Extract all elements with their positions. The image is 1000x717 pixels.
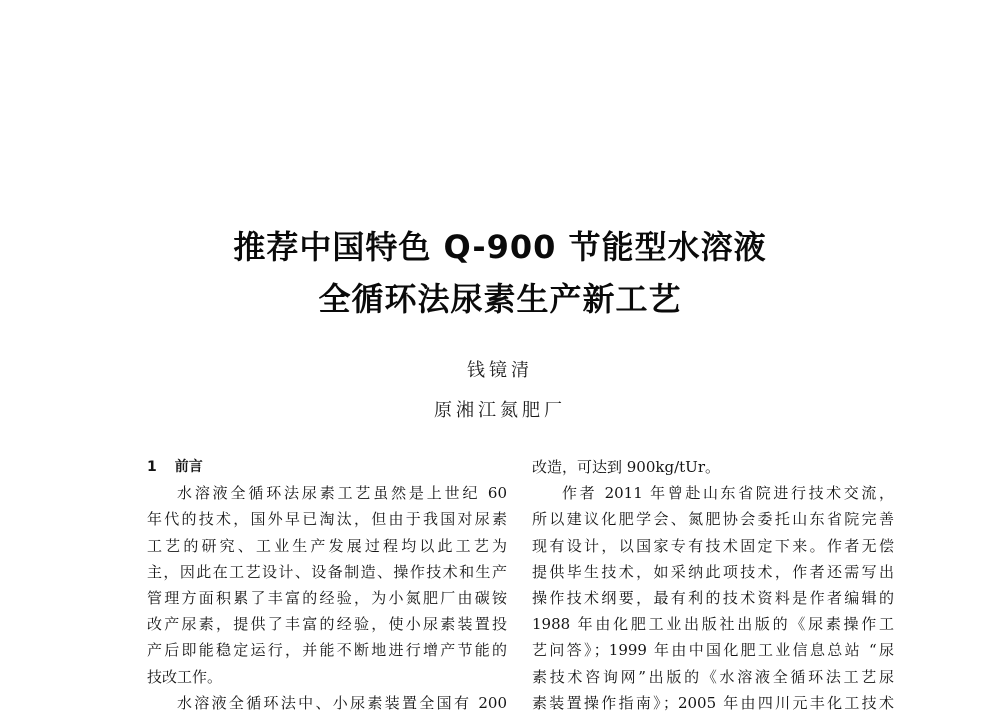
left-column: [147, 454, 507, 716]
text-line: 作者 2011 年曾赴山东省院进行技术交流，: [562, 484, 894, 503]
text-line: 艺问答》；1999 年由中国化肥工业信息总站 “尿: [532, 641, 894, 660]
text-line: 所以建议化肥学会、氮肥协会委托山东省院完善: [532, 510, 894, 529]
author-name: 钱镜清: [467, 360, 533, 381]
author-affiliation: 原湘江氮肥厂: [434, 400, 566, 421]
text-line: 提供毕生技术，如采纳此项技术，作者还需写出: [532, 562, 894, 581]
text-line: 主，因此在工艺设计、设备制造、操作技术和生产: [147, 562, 507, 581]
text-line: 水溶液全循环法尿素工艺虽然是上世纪 60: [177, 484, 507, 503]
text-line: 改产尿素，提供了丰富的经验，使小尿素装置投: [147, 615, 507, 634]
text-line: 操作技术纲要，最有利的技术资料是作者编辑的: [532, 588, 894, 607]
text-line: 素技术咨询网”出版的《水溶液全循环法工艺尿: [532, 667, 894, 686]
text-line: 水溶液全循环法中、小尿素装置全国有 200: [177, 693, 507, 712]
right-column: [532, 454, 894, 716]
section-number: 1: [147, 459, 157, 475]
text-line: 年代的技术，国外早已淘汰，但由于我国对尿素: [147, 510, 507, 529]
section-title: 前言: [174, 459, 203, 475]
text-line: 素装置操作指南》；2005 年由四川元丰化工技术: [532, 693, 894, 712]
title-line-1: 推荐中国特色 Q-900 节能型水溶液: [233, 228, 767, 266]
text-line: 技改工作。: [147, 667, 223, 686]
text-line: 产后即能稳定运行，并能不断地进行增产节能的: [147, 641, 507, 660]
title-line-2: 全循环法尿素生产新工艺: [318, 280, 682, 318]
text-line: 改造，可达到 900kg/tUr。: [532, 458, 720, 476]
section-heading: [147, 454, 507, 480]
text-line: 工艺的研究、工业生产发展过程均以此工艺为: [147, 536, 507, 555]
text-line: 管理方面积累了丰富的经验，为小氮肥厂由碳铵: [147, 588, 507, 607]
text-line: 现有设计，以国家专有技术固定下来。作者无偿: [532, 536, 894, 555]
text-line: 1988 年由化肥工业出版社出版的《尿素操作工: [532, 615, 894, 634]
